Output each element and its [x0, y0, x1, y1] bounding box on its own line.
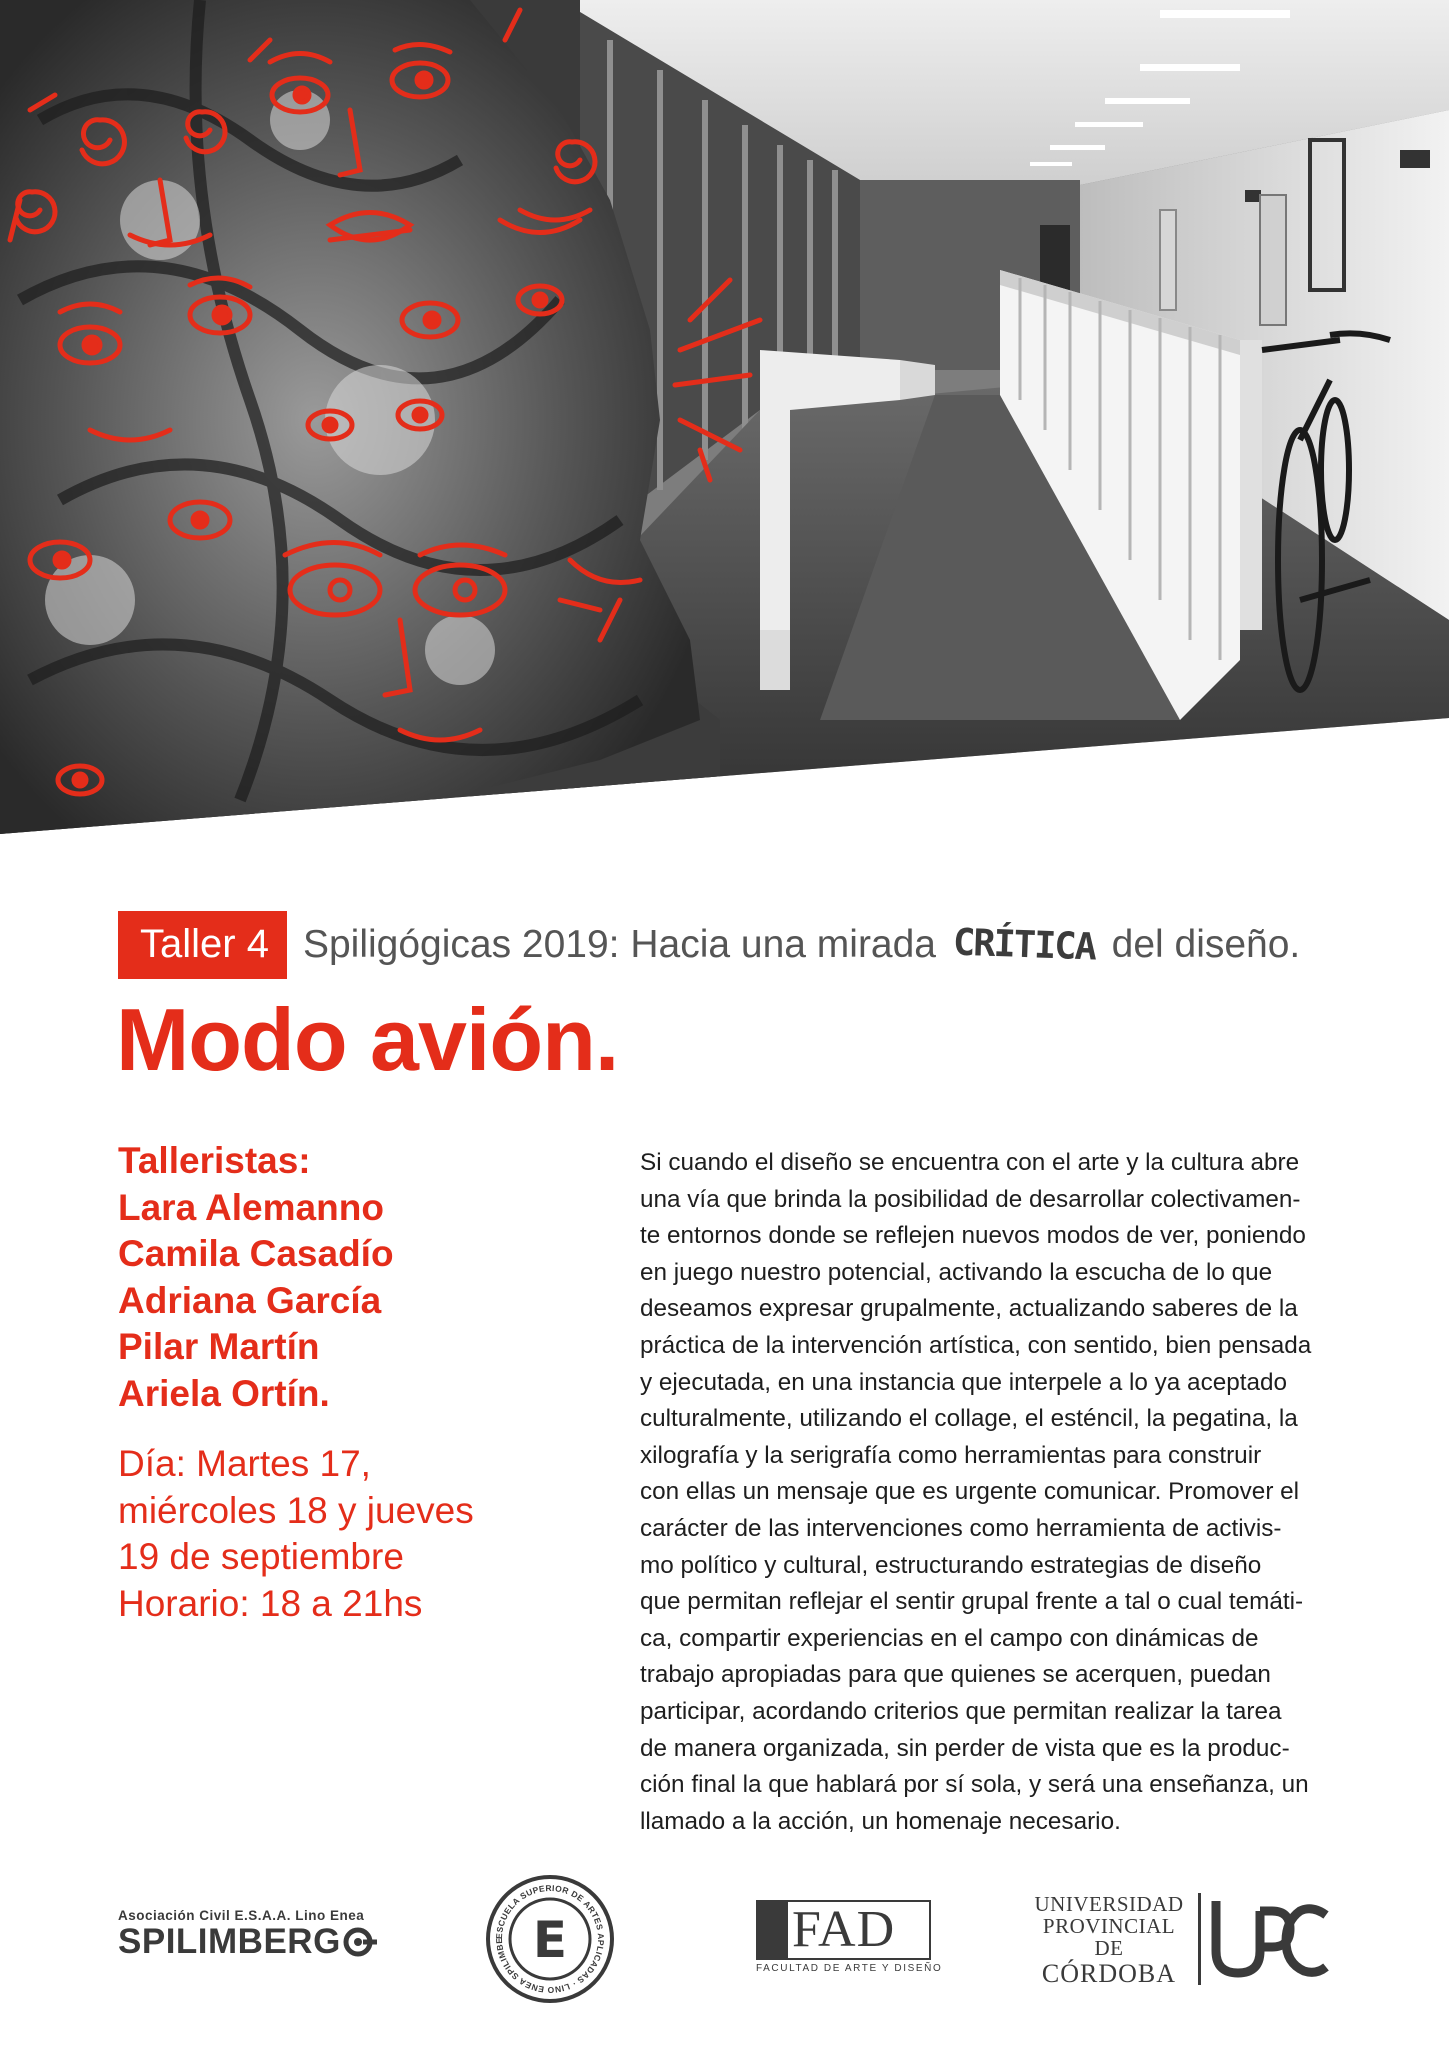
facilitator-name: Adriana García: [118, 1279, 382, 1321]
description-line: ca, compartir experiencias en el campo con dinámicas de: [640, 1624, 1259, 1652]
page-title: Modo avión.: [116, 990, 619, 1089]
schedule: [118, 1441, 598, 1627]
description-line: ción final la que hablará por sí sola, y será una enseñanza, un: [640, 1771, 1309, 1799]
fad-subtitle: FACULTAD DE ARTE Y DISEÑO: [756, 1963, 943, 1974]
escuela-seal-logo: [484, 1873, 616, 2005]
upc-divider: [1198, 1893, 1201, 1985]
spilimbergo-name: SPILIMBERG: [118, 1922, 341, 1961]
spilimbergo-wordmark: [118, 1923, 378, 1961]
upc-line-2: PROVINCIAL DE: [1042, 1914, 1176, 1960]
series-text-after: del diseño.: [1111, 923, 1301, 966]
description-line: te entornos donde se reflejen nuevos modos de ver, poniendo: [640, 1222, 1306, 1250]
description-line: deseamos expresar grupalmente, actualizando saberes de la: [640, 1295, 1298, 1323]
description-line: y ejecutada, en una instancia que interpele a lo ya aceptado: [640, 1368, 1288, 1396]
upc-mark-text: UPC: [1208, 1901, 1211, 1902]
workshop-header: [118, 910, 1300, 980]
description-line: llamado a la acción, un homenaje necesario.: [640, 1807, 1121, 1835]
workshop-series: [302, 920, 1301, 969]
upc-mark-icon: [1208, 1901, 1330, 1979]
description-line: culturalmente, utilizando el collage, el esténcil, la pegatina, la: [640, 1405, 1298, 1433]
hero-image: [0, 0, 1449, 840]
description-line: una vía que brinda la posibilidad de desarrollar colectivamen-: [640, 1185, 1301, 1213]
fad-square-icon: [758, 1902, 788, 1958]
upc-words: [1030, 1893, 1188, 1989]
series-emphasis-word: CRÍTICA: [952, 920, 1096, 969]
workshop-number-badge: Taller 4: [118, 911, 287, 979]
facilitator-name: Pilar Martín: [118, 1326, 320, 1367]
fad-name: FAD: [792, 1901, 896, 1958]
description-line: práctica de la intervención artística, con sentido, bien pensada: [640, 1331, 1312, 1359]
schedule-line: miércoles 18 y jueves: [118, 1489, 474, 1531]
upc-logo: [1030, 1892, 1340, 1988]
description-line: xilografía y la serigrafía como herramientas para construir: [640, 1441, 1262, 1469]
facilitator-name: Ariela Ortín.: [118, 1372, 330, 1414]
spilimbergo-logo: [118, 1908, 378, 1961]
workshop-description: [640, 1145, 1330, 1840]
description-line: trabajo apropiadas para que quienes se acerquen, puedan: [640, 1661, 1271, 1689]
description-line: carácter de las intervenciones como herramienta de activis-: [640, 1514, 1282, 1542]
seal-letter: E: [532, 1911, 568, 1969]
facilitators-label: Talleristas:: [118, 1140, 311, 1181]
description-line: que permitan reflejar el sentir grupal frente a tal o cual temáti-: [640, 1588, 1304, 1616]
description-line: mo político y cultural, estructurando estrategias de diseño: [640, 1551, 1262, 1579]
sponsor-logos: [0, 1855, 1449, 2025]
upc-line-1: UNIVERSIDAD: [1034, 1892, 1184, 1916]
hallway-photo-with-painted-sculpture-icon: [0, 0, 1449, 840]
workshop-details: [118, 1138, 598, 1627]
facilitators-list: [118, 1185, 598, 1418]
school-seal-icon: [484, 1873, 616, 2005]
description-line: Si cuando el diseño se encuentra con el arte y la cultura abre: [640, 1149, 1300, 1176]
spilimbergo-association: Asociación Civil E.S.A.A. Lino Enea: [118, 1908, 365, 1923]
description-line: participar, acordando criterios que permitan realizar la tarea: [640, 1697, 1282, 1725]
seal-ring-text: ESCUELA SUPERIOR DE ARTES APLICADAS · LINO ENEA SPILIMBE: [493, 1882, 607, 1996]
series-text-before: Spiligógicas 2019: Hacia una mirada: [302, 923, 936, 966]
schedule-line: Horario: 18 a 21hs: [118, 1582, 423, 1624]
schedule-line: Día: Martes 17,: [118, 1443, 371, 1484]
schedule-line: 19 de septiembre: [118, 1536, 404, 1577]
facilitator-name: Lara Alemanno: [118, 1186, 384, 1228]
fad-logo: [756, 1900, 943, 1974]
facilitator-name: Camila Casadío: [118, 1233, 394, 1274]
description-line: de manera organizada, sin perder de vista que es la produc-: [640, 1734, 1290, 1762]
description-line: en juego nuestro potencial, activando la escucha de lo que: [640, 1258, 1273, 1286]
description-line: con ellas un mensaje que es urgente comunicar. Promover el: [640, 1478, 1300, 1506]
fad-wordmark: [756, 1900, 931, 1960]
upc-line-3: CÓRDOBA: [1041, 1959, 1177, 1988]
eye-o-icon: [343, 1927, 377, 1957]
